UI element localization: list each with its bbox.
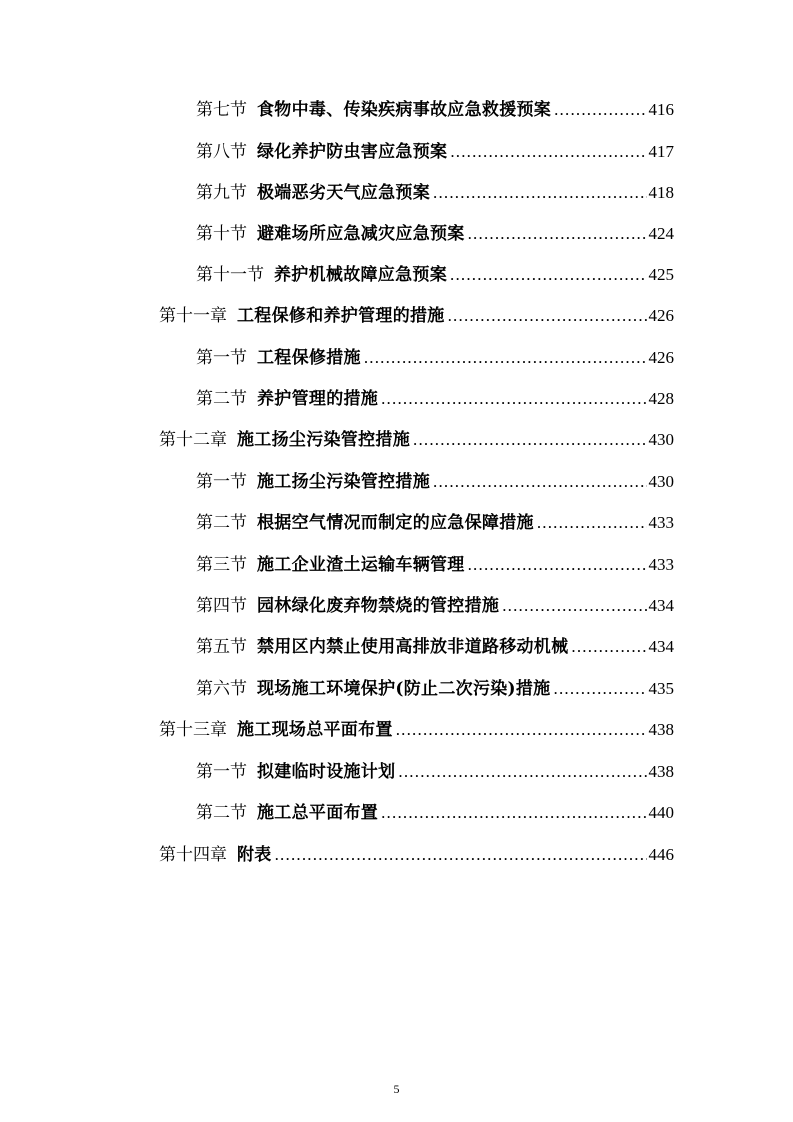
toc-entry-title: 施工扬尘污染管控措施 — [237, 430, 410, 450]
toc-entry-section-7[interactable] — [196, 97, 674, 123]
dot-leader — [275, 842, 647, 868]
toc-entry-section-1[interactable] — [196, 759, 674, 785]
toc-entry-number: 第一节 — [196, 348, 247, 368]
toc-entry-title: 施工扬尘污染管控措施 — [257, 472, 430, 492]
dot-leader — [537, 510, 647, 536]
dot-leader — [448, 303, 647, 329]
toc-entry-number: 第十节 — [196, 224, 247, 244]
toc-entry-number: 第三节 — [196, 555, 247, 575]
toc-entry-title: 养护机械故障应急预案 — [274, 265, 447, 285]
toc-entry-number: 第八节 — [196, 142, 247, 162]
toc-entry-title: 园林绿化废弃物禁烧的管控措施 — [257, 596, 500, 616]
toc-entry-number: 第九节 — [196, 183, 247, 203]
toc-entry-section-4[interactable] — [196, 593, 674, 619]
toc-entry-section-10[interactable] — [196, 221, 674, 247]
toc-entry-section-9[interactable] — [196, 180, 674, 206]
toc-entry-title: 施工现场总平面布置 — [237, 720, 393, 740]
toc-entry-title: 拟建临时设施计划 — [257, 762, 396, 782]
toc-entry-title: 极端恶劣天气应急预案 — [257, 183, 430, 203]
toc-entry-chapter-11[interactable] — [159, 303, 674, 329]
toc-entry-number: 第五节 — [196, 637, 247, 657]
toc-entry-section-5[interactable] — [196, 634, 674, 660]
toc-entry-section-8[interactable] — [196, 139, 674, 165]
toc-entry-page: 433 — [648, 555, 674, 574]
toc-entry-number: 第二节 — [196, 803, 247, 823]
toc-entry-page: 417 — [648, 142, 674, 161]
dot-leader — [450, 139, 646, 165]
dot-leader — [468, 552, 647, 578]
toc-entry-number: 第一节 — [196, 472, 247, 492]
toc-entry-number: 第六节 — [196, 679, 247, 699]
dot-leader — [364, 345, 647, 371]
toc-entry-title: 附表 — [237, 845, 272, 865]
toc-entry-page: 446 — [648, 845, 674, 864]
toc-entry-page: 438 — [648, 762, 674, 781]
toc-entry-number: 第十二章 — [159, 430, 227, 450]
dot-leader — [381, 800, 646, 826]
toc-entry-page: 428 — [648, 389, 674, 408]
toc-entry-title: 现场施工环境保护(防止二次污染)措施 — [257, 679, 551, 699]
toc-entry-title: 食物中毒、传染疾病事故应急救援预案 — [257, 100, 552, 120]
toc-entry-page: 426 — [648, 348, 674, 367]
toc-entry-chapter-13[interactable] — [159, 717, 674, 743]
dot-leader — [571, 634, 646, 660]
toc-entry-title: 养护管理的措施 — [257, 389, 379, 409]
toc-entry-section-6[interactable] — [196, 676, 674, 702]
dot-leader — [433, 469, 647, 495]
page-number: 5 — [393, 1082, 400, 1096]
toc-entry-title: 根据空气情况而制定的应急保障措施 — [257, 513, 534, 533]
dot-leader — [413, 427, 647, 453]
dot-leader — [381, 386, 646, 412]
toc-entry-title: 施工企业渣土运输车辆管理 — [257, 555, 465, 575]
dot-leader — [398, 759, 646, 785]
dot-leader — [554, 676, 647, 702]
toc-entry-page: 435 — [648, 679, 674, 698]
toc-entry-section-2[interactable] — [196, 510, 674, 536]
toc-entry-page: 440 — [648, 803, 674, 822]
toc-entry-number: 第二节 — [196, 513, 247, 533]
dot-leader — [450, 262, 647, 288]
toc-entry-title: 施工总平面布置 — [257, 803, 379, 823]
toc-entry-page: 418 — [648, 183, 674, 202]
toc-entry-number: 第十三章 — [159, 720, 227, 740]
toc-entry-number: 第四节 — [196, 596, 247, 616]
toc-entry-number: 第十四章 — [159, 845, 227, 865]
toc-entry-page: 425 — [648, 265, 674, 284]
toc-entry-section-1[interactable] — [196, 345, 674, 371]
toc-entry-page: 434 — [648, 596, 674, 615]
toc-entry-number: 第七节 — [196, 100, 247, 120]
toc-entry-chapter-12[interactable] — [159, 427, 674, 453]
toc-entry-section-11[interactable] — [196, 262, 674, 288]
dot-leader — [433, 180, 647, 206]
toc-entry-page: 416 — [648, 100, 674, 119]
toc-entry-number: 第一节 — [196, 762, 247, 782]
toc-entry-page: 434 — [648, 637, 674, 656]
toc-entry-page: 438 — [648, 720, 674, 739]
toc-entry-title: 工程保修和养护管理的措施 — [237, 306, 445, 326]
toc-entry-title: 工程保修措施 — [257, 348, 361, 368]
toc-entry-title: 绿化养护防虫害应急预案 — [257, 142, 448, 162]
toc-entry-title: 避难场所应急减灾应急预案 — [257, 224, 465, 244]
toc-entry-title: 禁用区内禁止使用高排放非道路移动机械 — [257, 637, 569, 657]
toc-entry-number: 第十一节 — [196, 265, 264, 285]
toc-entry-chapter-14[interactable] — [159, 842, 674, 868]
toc-entry-page: 426 — [648, 306, 674, 325]
dot-leader — [468, 221, 647, 247]
toc-entry-section-2[interactable] — [196, 386, 674, 412]
toc-entry-section-3[interactable] — [196, 552, 674, 578]
toc-entry-section-1[interactable] — [196, 469, 674, 495]
toc-entry-page: 424 — [648, 224, 674, 243]
toc-entry-page: 430 — [648, 472, 674, 491]
dot-leader — [554, 97, 646, 123]
toc-entry-page: 430 — [648, 430, 674, 449]
dot-leader — [396, 717, 647, 743]
toc-entry-number: 第二节 — [196, 389, 247, 409]
toc-entry-section-2[interactable] — [196, 800, 674, 826]
toc-entry-number: 第十一章 — [159, 306, 227, 326]
dot-leader — [502, 593, 646, 619]
toc-entry-page: 433 — [648, 513, 674, 532]
